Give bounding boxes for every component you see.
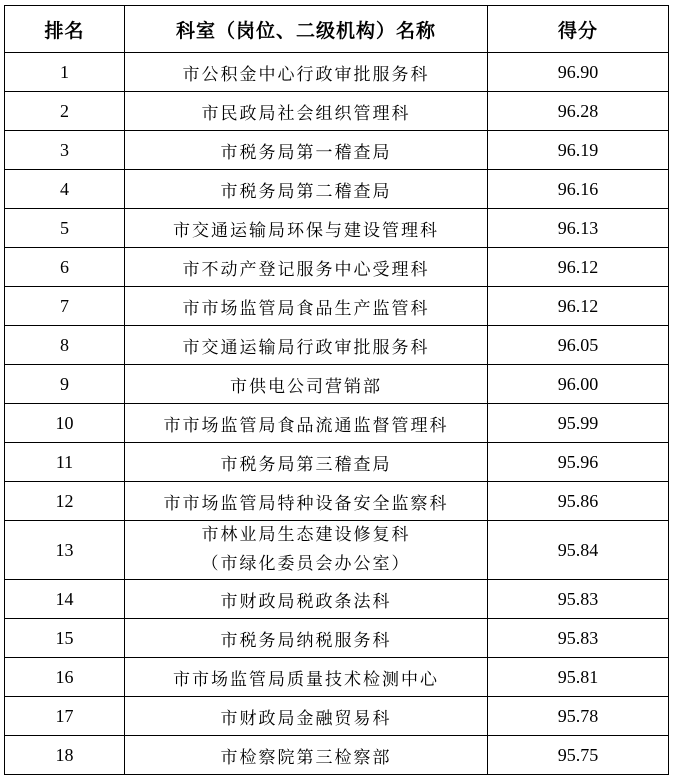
rank-cell: 1	[5, 53, 125, 92]
table-row	[5, 482, 669, 521]
score-cell: 96.19	[488, 131, 669, 170]
table-row	[5, 580, 669, 619]
score-cell: 96.90	[488, 53, 669, 92]
rank-cell: 10	[5, 404, 125, 443]
name-cell	[125, 521, 488, 580]
table-row	[5, 209, 669, 248]
rank-cell: 6	[5, 248, 125, 287]
table-row	[5, 619, 669, 658]
score-cell: 95.84	[488, 521, 669, 580]
rank-cell: 5	[5, 209, 125, 248]
table-row	[5, 53, 669, 92]
name-cell: 市市场监管局食品生产监管科	[125, 287, 488, 326]
score-cell: 95.83	[488, 619, 669, 658]
table-row	[5, 365, 669, 404]
score-cell: 95.75	[488, 736, 669, 775]
name-cell: 市财政局税政条法科	[125, 580, 488, 619]
table-row	[5, 404, 669, 443]
name-cell: 市民政局社会组织管理科	[125, 92, 488, 131]
table-body	[5, 53, 669, 775]
header-score: 得分	[488, 6, 669, 53]
name-cell: 市公积金中心行政审批服务科	[125, 53, 488, 92]
rank-cell: 12	[5, 482, 125, 521]
score-cell: 96.28	[488, 92, 669, 131]
rank-cell: 14	[5, 580, 125, 619]
name-cell: 市税务局第三稽查局	[125, 443, 488, 482]
name-cell: 市市场监管局特种设备安全监察科	[125, 482, 488, 521]
name-cell: 市检察院第三检察部	[125, 736, 488, 775]
name-line-2: （市绿化委员会办公室）	[201, 554, 411, 574]
name-cell: 市税务局第一稽查局	[125, 131, 488, 170]
score-cell: 95.96	[488, 443, 669, 482]
table-header	[5, 6, 669, 53]
table-row	[5, 248, 669, 287]
name-cell: 市财政局金融贸易科	[125, 697, 488, 736]
table-row	[5, 697, 669, 736]
header-rank: 排名	[5, 6, 125, 53]
score-cell: 95.86	[488, 482, 669, 521]
rank-cell: 15	[5, 619, 125, 658]
name-cell: 市供电公司营销部	[125, 365, 488, 404]
table-row	[5, 170, 669, 209]
table-row	[5, 443, 669, 482]
table-row	[5, 92, 669, 131]
table-row	[5, 287, 669, 326]
name-cell: 市市场监管局食品流通监督管理科	[125, 404, 488, 443]
name-line-1: 市林业局生态建设修复科	[201, 525, 411, 545]
score-cell: 96.05	[488, 326, 669, 365]
name-cell: 市不动产登记服务中心受理科	[125, 248, 488, 287]
rank-cell: 7	[5, 287, 125, 326]
rank-cell: 13	[5, 521, 125, 580]
score-cell: 96.13	[488, 209, 669, 248]
score-cell: 96.16	[488, 170, 669, 209]
table-row	[5, 326, 669, 365]
name-cell: 市税务局第二稽查局	[125, 170, 488, 209]
rank-cell: 9	[5, 365, 125, 404]
score-cell: 95.78	[488, 697, 669, 736]
rank-cell: 8	[5, 326, 125, 365]
score-cell: 96.00	[488, 365, 669, 404]
ranking-table	[4, 5, 669, 775]
header-row	[5, 6, 669, 53]
score-cell: 95.83	[488, 580, 669, 619]
table-row	[5, 521, 669, 580]
rank-cell: 2	[5, 92, 125, 131]
score-cell: 95.81	[488, 658, 669, 697]
table-row	[5, 131, 669, 170]
table-row	[5, 658, 669, 697]
score-cell: 96.12	[488, 248, 669, 287]
rank-cell: 11	[5, 443, 125, 482]
name-cell: 市税务局纳税服务科	[125, 619, 488, 658]
rank-cell: 16	[5, 658, 125, 697]
header-name: 科室（岗位、二级机构）名称	[125, 6, 488, 53]
score-cell: 96.12	[488, 287, 669, 326]
rank-cell: 3	[5, 131, 125, 170]
rank-cell: 4	[5, 170, 125, 209]
name-cell: 市市场监管局质量技术检测中心	[125, 658, 488, 697]
rank-cell: 17	[5, 697, 125, 736]
name-cell: 市交通运输局行政审批服务科	[125, 326, 488, 365]
name-cell: 市交通运输局环保与建设管理科	[125, 209, 488, 248]
rank-cell: 18	[5, 736, 125, 775]
score-cell: 95.99	[488, 404, 669, 443]
